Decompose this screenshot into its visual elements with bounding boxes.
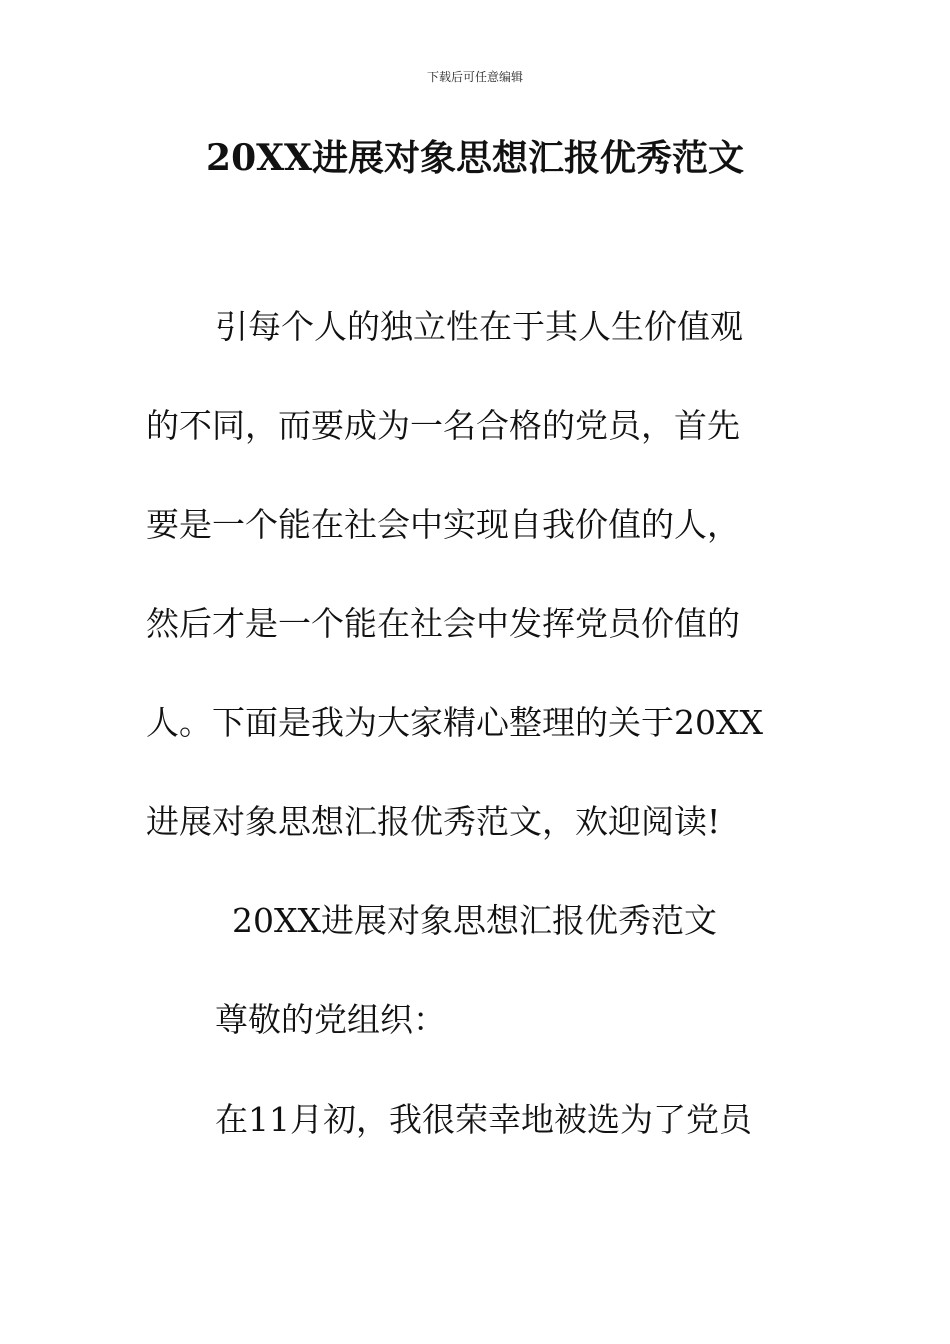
body-line-1: 在11月初，我很荣幸地被选为了党员 [215,1100,752,1139]
intro-line-2: 的不同，而要成为一名合格的党员，首先 [146,406,740,445]
intro-line-4: 然后才是一个能在社会中发挥党员价值的 [146,604,740,643]
intro-line-3: 要是一个能在社会中实现自我价值的人， [146,505,740,544]
intro-line-6: 进展对象思想汇报优秀范文，欢迎阅读! [146,802,721,841]
salutation: 尊敬的党组织： [215,1000,446,1039]
intro-line-5: 人。下面是我为大家精心整理的关于20XX [146,703,763,742]
document-title: 20XX进展对象思想汇报优秀范文 [206,137,744,179]
header-note: 下载后可任意编辑 [426,70,523,84]
intro-line-1: 引每个人的独立性在于其人生价值观 [215,307,743,346]
subtitle: 20XX进展对象思想汇报优秀范文 [232,901,717,940]
